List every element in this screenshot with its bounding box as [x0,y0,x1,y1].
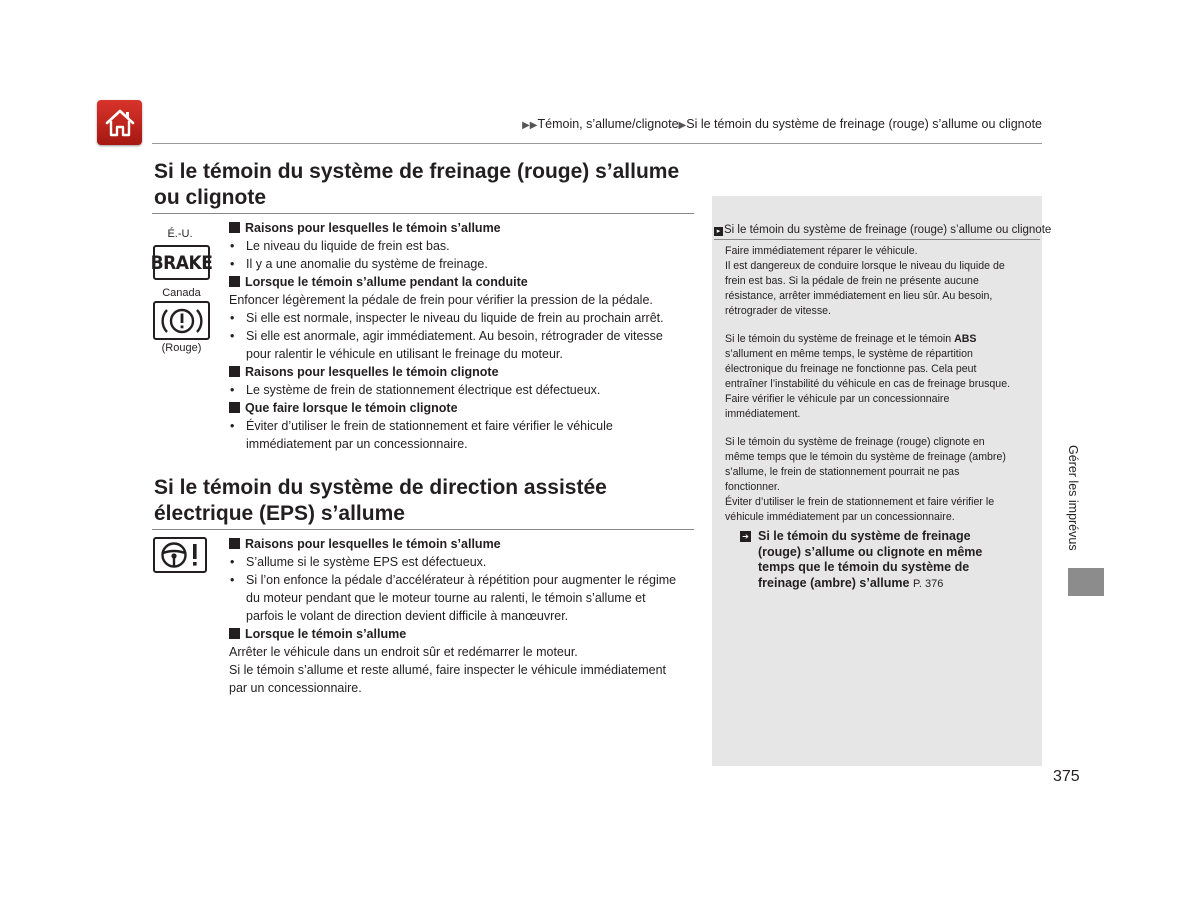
link-text[interactable]: temps que le témoin du système de [758,560,970,574]
breadcrumb-level1[interactable]: Témoin, s’allume/clignote [537,117,679,131]
sidebar-title [714,223,1052,240]
list-item-continuation: parfois le volant de direction devient difficile à manœuvrer. [246,609,569,623]
subheading: Raisons pour lesquelles le témoin clignote [229,363,694,381]
paragraph: Enfoncer légèrement la pédale de frein pour vérifier la pression de la pédale. [229,293,653,307]
note-line: s’allume, le frein de stationnement pourrait ne pas [725,466,960,478]
region-label-canada: Canada [162,287,201,299]
paragraph: Si le témoin s’allume et reste allumé, faire inspecter le véhicule immédiatement [229,663,666,677]
brake-warning-icon [153,301,210,340]
note-line: frein est bas. Si la pédale de frein ne présente aucune [725,275,979,287]
header-divider [152,143,1042,144]
breadcrumb-arrow-icon: ▶▶ [522,120,538,131]
link-arrow-icon: ➔ [740,531,751,542]
breadcrumb-arrow-icon: ▶ [678,120,687,131]
list-item: • Éviter d’utiliser le frein de stationnement et faire vérifier le véhicule [229,417,694,435]
section-title-eps [154,475,699,527]
link-text[interactable]: Si le témoin du système de freinage [758,529,971,543]
subheading: Raisons pour lesquelles le témoin s’allume [229,535,694,553]
list-item: • Le système de frein de stationnement électrique est défectueux. [229,381,694,399]
list-item: • Si elle est normale, inspecter le niveau du liquide de frein au prochain arrêt. [229,309,694,327]
paragraph: Arrêter le véhicule dans un endroit sûr et redémarrer le moteur. [229,645,578,659]
note-line: Il est dangereux de conduire lorsque le niveau du liquide de [725,260,1005,272]
list-item-continuation: immédiatement par un concessionnaire. [246,437,468,451]
note-text: Si le témoin du système de freinage et le témoin [725,333,955,345]
reference-icon: ▸ [714,227,723,236]
note-line: Faire vérifier le véhicule par un concessionnaire [725,393,950,405]
brake-circle-icon [159,305,205,337]
title-divider [152,529,694,530]
breadcrumb [460,117,1042,131]
section-title-line: ou clignote [154,186,266,209]
title-divider [152,213,694,214]
section-title-line: Si le témoin du système de direction assistée [154,476,607,499]
list-item: • Il y a une anomalie du système de freinage. [229,255,694,273]
brake-section-content [229,219,694,453]
brake-indicator-text: BRAKE [150,251,213,274]
list-item: • Le niveau du liquide de frein est bas. [229,237,694,255]
note-line: Faire immédiatement réparer le véhicule. [725,245,918,257]
note-line: électronique du freinage ne fonctionne pas. Cela peut [725,363,977,375]
list-item-continuation: du moteur pendant que le moteur tourne au ralenti, le témoin s’allume et [246,591,646,605]
steering-wheel-icon [156,540,204,570]
paragraph: par un concessionnaire. [229,681,362,695]
home-button[interactable] [97,100,142,145]
note-line: même temps que le témoin du système de freinage (ambre) [725,451,1006,463]
note-line: Si le témoin du système de freinage (rouge) clignote en [725,436,985,448]
section-title-line: Si le témoin du système de freinage (rouge) s’allume [154,160,680,183]
page-reference[interactable]: P. 376 [912,577,944,590]
sidebar-title-text: Si le témoin du système de freinage (rouge) s’allume ou clignote [724,224,1052,236]
note-line [725,332,1030,347]
section-title-line: électrique (EPS) s’allume [154,502,405,525]
region-label-us: É.-U. [167,228,193,240]
note-line: entraîner l’instabilité du véhicule en cas de freinage brusque. [725,378,1011,390]
list-item: • Si elle est anormale, agir immédiatement. Au besoin, rétrograder de vitesse [229,327,694,345]
cross-reference-link[interactable] [740,529,1033,592]
subheading: Raisons pour lesquelles le témoin s’allume [229,219,694,237]
note-line: Éviter d’utiliser le frein de stationnement et faire vérifier le [725,496,995,508]
eps-warning-icon [153,537,207,573]
list-item: • Si l’on enfonce la pédale d’accélérateur à répétition pour augmenter le régime [229,571,694,589]
brake-indicator-icon [150,245,213,280]
subheading: Que faire lorsque le témoin clignote [229,399,694,417]
sidebar-body [725,244,1030,525]
list-item: • S’allume si le système EPS est défectueux. [229,553,694,571]
note-line: fonctionner. [725,481,780,493]
section-title-brake [154,159,699,211]
abs-label: ABS [954,333,977,345]
chapter-tab-marker[interactable] [1068,568,1104,596]
subheading: Lorsque le témoin s’allume [229,625,694,643]
home-icon [103,106,137,140]
list-item-continuation: pour ralentir le véhicule en utilisant le freinage du moteur. [246,347,563,361]
link-text[interactable]: freinage (ambre) s’allume [758,575,910,590]
link-text[interactable]: (rouge) s’allume ou clignote en même [758,544,983,559]
page-number: 375 [1053,768,1080,785]
note-line: s’allument en même temps, le système de répartition [725,348,973,360]
eps-section-content [229,535,694,697]
note-line: véhicule immédiatement par un concessionnaire. [725,511,955,523]
subheading: Lorsque le témoin s’allume pendant la conduite [229,273,694,291]
color-note: (Rouge) [161,342,202,354]
note-line: immédiatement. [725,408,801,420]
breadcrumb-level2[interactable]: Si le témoin du système de freinage (rouge) s’allume ou clignote [686,117,1042,131]
note-line: rétrograder de vitesse. [725,305,831,317]
note-line: résistance, arrêter immédiatement en lieu sûr. Au besoin, [725,290,993,302]
chapter-tab-label[interactable]: Gérer les imprévus [1066,445,1080,551]
